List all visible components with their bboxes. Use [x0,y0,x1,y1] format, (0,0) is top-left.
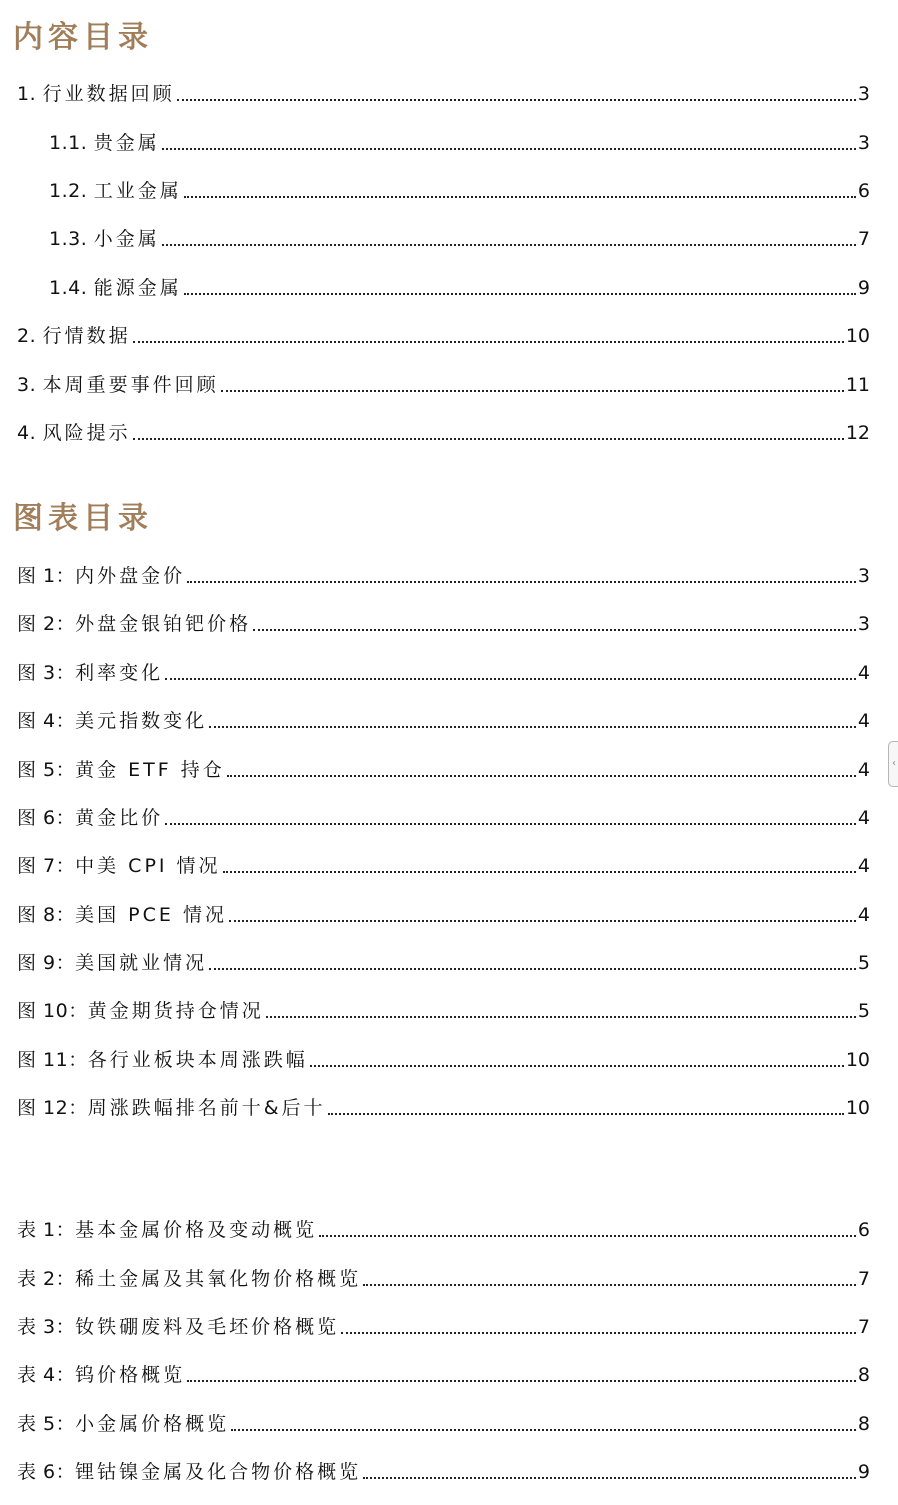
figure-entry-7[interactable] [17,853,870,879]
dot-leader [187,580,856,583]
table-entry-number: 表 2： [17,1268,76,1290]
table-entry-page: 8 [857,1364,870,1386]
figure-entry-title: 中美 CPI 情况 [75,855,221,877]
toc-entry-title: 能源金属 [93,277,182,299]
toc-entry-page: 12 [845,422,870,444]
figures-heading: 图表目录 [13,501,153,536]
figure-entry-page: 10 [845,1097,870,1119]
dot-leader [184,292,856,295]
toc-entry-number: 2. [17,325,43,347]
table-entry-number: 表 1： [17,1219,76,1241]
figure-entry-3[interactable] [17,660,870,686]
dot-leader [231,1428,856,1431]
toc-entry-page: 3 [857,83,870,105]
table-entry-5[interactable] [17,1411,870,1437]
dot-leader [310,1064,844,1067]
dot-leader [363,1476,856,1479]
figure-entry-title: 黄金 ETF 持仓 [75,759,225,781]
figure-entry-page: 5 [857,1000,870,1022]
figure-entry-number: 图 11： [17,1049,88,1071]
table-entry-title: 锂钴镍金属及化合物价格概览 [75,1461,362,1483]
dot-leader [227,774,856,777]
dot-leader [162,147,856,150]
table-entry-page: 7 [857,1316,870,1338]
figure-entry-page: 3 [857,613,870,635]
toc-entry-title: 工业金属 [93,180,182,202]
figure-entry-9[interactable] [17,950,870,976]
toc-entry-1-3[interactable] [49,226,870,252]
dot-leader [133,437,844,440]
toc-entry-title: 行情数据 [42,325,131,347]
table-entry-title: 钨价格概览 [75,1364,186,1386]
table-entry-number: 表 6： [17,1461,76,1483]
dot-leader [187,1379,856,1382]
dot-leader [266,1015,856,1018]
figure-entry-number: 图 3： [17,662,76,684]
dot-leader [341,1331,856,1334]
figure-entry-page: 10 [845,1049,870,1071]
dot-leader [162,243,856,246]
toc-heading: 内容目录 [13,20,153,55]
toc-entry-1-4[interactable] [49,275,870,301]
table-entry-6[interactable] [17,1459,870,1485]
figure-entry-page: 4 [857,855,870,877]
table-entry-page: 7 [857,1268,870,1290]
side-scroll-handle[interactable] [888,741,898,787]
toc-entry-number: 1.3. [49,228,94,250]
toc-entry-page: 10 [845,325,870,347]
figure-entry-1[interactable] [17,563,870,589]
toc-entry-number: 3. [17,374,43,396]
figure-entry-number: 图 9： [17,952,76,974]
figure-entry-page: 4 [857,662,870,684]
figure-entry-5[interactable] [17,757,870,783]
figure-entry-number: 图 2： [17,613,76,635]
toc-entry-page: 7 [857,228,870,250]
dot-leader [209,967,856,970]
figure-entry-number: 图 10： [17,1000,88,1022]
toc-entry-number: 4. [17,422,43,444]
table-entry-page: 9 [857,1461,870,1483]
figure-entry-page: 4 [857,759,870,781]
toc-entry-2[interactable] [17,323,870,349]
figure-entry-page: 4 [857,710,870,732]
table-entry-page: 6 [857,1219,870,1241]
figure-entry-title: 黄金期货持仓情况 [87,1000,264,1022]
figure-entry-2[interactable] [17,611,870,637]
figure-entry-4[interactable] [17,708,870,734]
table-entry-title: 小金属价格概览 [75,1413,230,1435]
figure-entry-number: 图 6： [17,807,76,829]
table-entry-1[interactable] [17,1217,870,1243]
toc-entry-title: 贵金属 [93,132,160,154]
figure-entry-page: 4 [857,807,870,829]
figure-entry-10[interactable] [17,998,870,1024]
toc-entry-title: 小金属 [93,228,160,250]
toc-entry-1-1[interactable] [49,130,870,156]
dot-leader [223,870,856,873]
dot-leader [165,677,856,680]
toc-entry-page: 9 [857,277,870,299]
figure-entry-12[interactable] [17,1095,870,1121]
chevron-left-icon: ‹ [892,758,896,769]
toc-entry-title: 行业数据回顾 [42,83,175,105]
figure-entry-title: 周涨跌幅排名前十&后十 [87,1097,326,1119]
figure-entry-number: 图 8： [17,904,76,926]
dot-leader [363,1283,856,1286]
figure-entry-number: 图 5： [17,759,76,781]
table-entry-title: 稀土金属及其氧化物价格概览 [75,1268,362,1290]
toc-entry-number: 1.1. [49,132,94,154]
table-entry-4[interactable] [17,1362,870,1388]
table-entry-title: 基本金属价格及变动概览 [75,1219,318,1241]
table-entry-page: 8 [857,1413,870,1435]
table-entry-3[interactable] [17,1314,870,1340]
figure-entry-6[interactable] [17,805,870,831]
figure-entry-title: 外盘金银铂钯价格 [75,613,252,635]
table-entry-title: 钕铁硼废料及毛坯价格概览 [75,1316,340,1338]
dot-leader [177,98,856,101]
toc-entry-page: 6 [857,180,870,202]
dot-leader [229,919,856,922]
figure-entry-page: 3 [857,565,870,587]
figure-entry-title: 美国就业情况 [75,952,208,974]
table-entry-number: 表 5： [17,1413,76,1435]
dot-leader [165,822,856,825]
figure-entry-title: 各行业板块本周涨跌幅 [87,1049,308,1071]
toc-entry-1-2[interactable] [49,178,870,204]
table-entry-2[interactable] [17,1266,870,1292]
toc-entry-number: 1.2. [49,180,94,202]
toc-entry-number: 1. [17,83,43,105]
toc-entry-title: 风险提示 [42,422,131,444]
figure-entry-page: 5 [857,952,870,974]
dot-leader [253,628,856,631]
figure-entry-11[interactable] [17,1047,870,1073]
dot-leader [221,389,844,392]
figure-entry-title: 美国 PCE 情况 [75,904,227,926]
dot-leader [328,1112,844,1115]
toc-entry-page: 3 [857,132,870,154]
toc-entry-1[interactable] [17,81,870,107]
table-entry-number: 表 4： [17,1364,76,1386]
dot-leader [209,725,856,728]
figure-entry-title: 黄金比价 [75,807,164,829]
figure-entry-title: 美元指数变化 [75,710,208,732]
toc-entry-page: 11 [845,374,870,396]
toc-entry-number: 1.4. [49,277,94,299]
dot-leader [133,340,844,343]
toc-entry-title: 本周重要事件回顾 [42,374,219,396]
figure-entry-number: 图 4： [17,710,76,732]
figure-entry-page: 4 [857,904,870,926]
toc-entry-4[interactable] [17,420,870,446]
figure-entry-number: 图 12： [17,1097,88,1119]
figure-entry-number: 图 1： [17,565,76,587]
table-entry-number: 表 3： [17,1316,76,1338]
figure-entry-8[interactable] [17,902,870,928]
figure-entry-title: 内外盘金价 [75,565,186,587]
figure-entry-title: 利率变化 [75,662,164,684]
figure-entry-number: 图 7： [17,855,76,877]
dot-leader [184,195,856,198]
toc-entry-3[interactable] [17,372,870,398]
dot-leader [319,1234,856,1237]
